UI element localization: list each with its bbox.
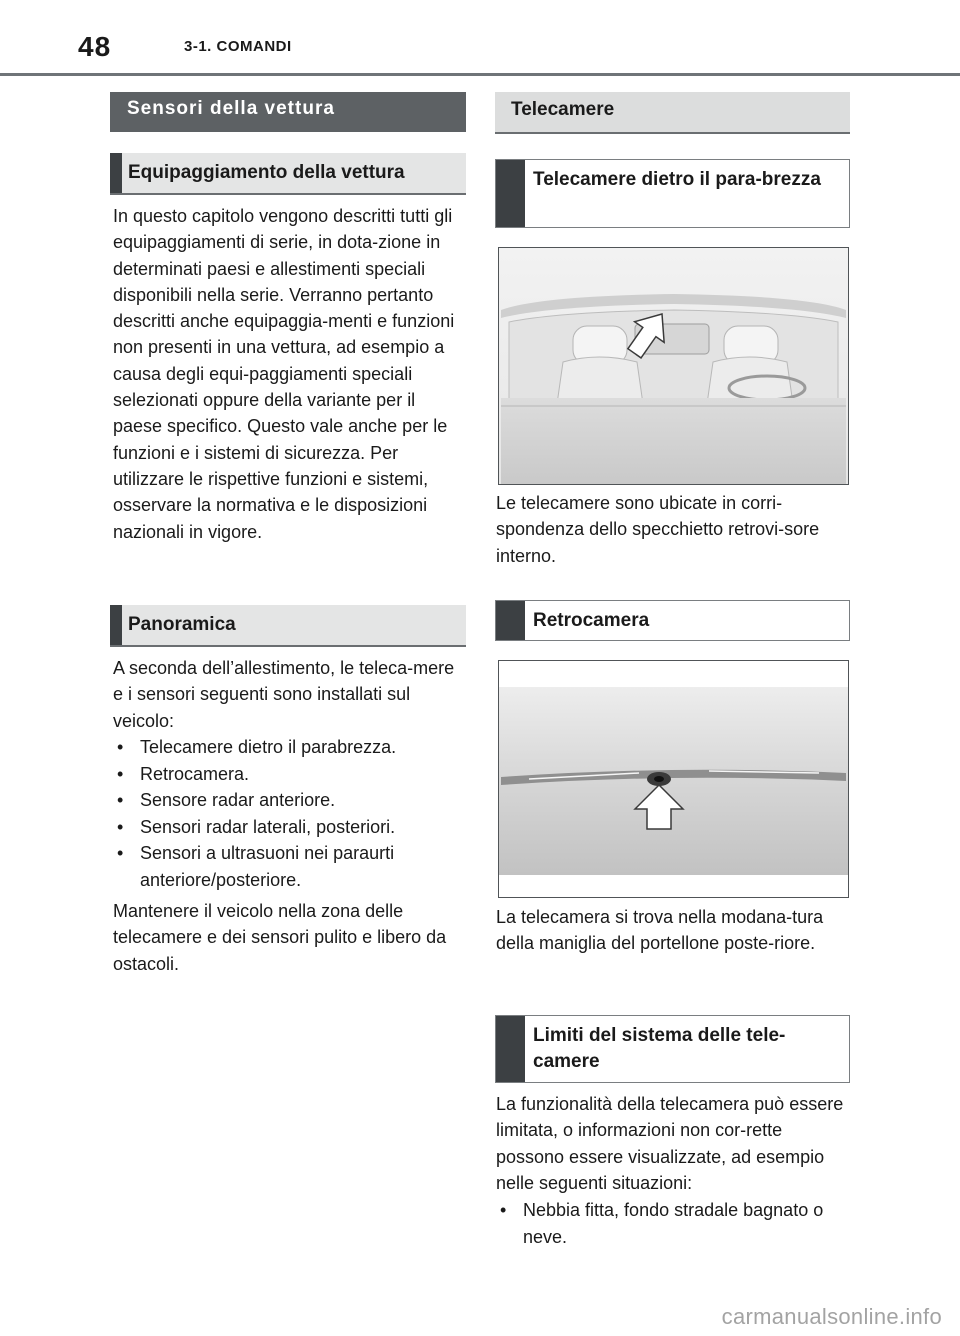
subheading-text: Limiti del sistema delle tele-camere <box>533 1025 786 1072</box>
list-item: • Sensore radar anteriore. <box>117 790 336 810</box>
subheading-bar <box>110 153 122 193</box>
subheading-text: Retrocamera <box>533 610 650 631</box>
subheading-panoramica <box>110 605 466 647</box>
sensor-list <box>113 734 465 893</box>
rear-camera-illustration <box>499 661 848 897</box>
page-header <box>0 0 960 76</box>
paragraph-panoramica-outro: Mantenere il veicolo nella zona delle telecamere e dei sensori pulito e libero da ostacoli. <box>113 901 447 974</box>
caption-rear-camera: La telecamera si trova nella modana-tura della maniglia del portellone poste-riore. <box>496 907 824 954</box>
subheading-text: Telecamere dietro il para-brezza <box>533 169 821 190</box>
subheading-limiti <box>495 1015 850 1083</box>
windshield-camera-figure <box>498 247 849 485</box>
paragraph-panoramica-intro: A seconda dell’allestimento, le teleca-mere e i sensori seguenti sono installati sul veicolo: <box>113 658 455 731</box>
section-heading-text: Telecamere <box>511 99 615 120</box>
section-heading-telecamere <box>495 92 850 134</box>
section-heading-text: Sensori della vettura <box>127 98 335 119</box>
subheading-bar <box>110 605 122 645</box>
subheading-bar <box>496 1016 525 1082</box>
limitations-list <box>496 1197 848 1250</box>
paragraph-limiti-intro: La funzionalità della telecamera può essere limitata, o informazioni non cor-rette possono essere visualizzate, ad esempio nelle seguenti situazioni: <box>496 1094 844 1193</box>
watermark: carmanualsonline.info <box>721 1304 942 1329</box>
subheading-telecamere-parabrezza <box>495 159 850 228</box>
list-item: • Telecamere dietro il parabrezza. <box>117 737 397 757</box>
subheading-text: Equipaggiamento della vettura <box>128 162 405 183</box>
paragraph-equipaggiamento: In questo capitolo vengono descritti tutti gli equipaggiamenti di serie, in dota-zione in determinati paesi e allestimenti speciali disponibili nella serie. Verranno pertanto descritti anche equipaggia-menti e funzioni non presenti in una vettura, ad esempio a causa degli equi-paggiamenti speciali selezionati oppure della variante per il paese specifico. Questo vale anche per le funzioni e i sistemi di sicurezza. Per utilizzare le rispettive funzioni e sistemi, osservare la normativa e le disposizioni nazionali in vigore. <box>113 206 455 542</box>
list-item: • Retrocamera. <box>117 763 250 784</box>
subheading-text: Panoramica <box>128 614 236 635</box>
page-number: 48 <box>78 31 112 62</box>
caption-windshield-camera: Le telecamere sono ubicate in corri-spondenza dello specchietto retrovi-sore interno. <box>496 493 820 566</box>
list-item: • Sensori radar laterali, posteriori. <box>117 816 396 837</box>
chapter-title: 3-1. COMANDI <box>184 38 292 55</box>
header-rule <box>0 73 960 76</box>
subheading-bar <box>496 160 525 227</box>
windshield-camera-illustration <box>499 248 848 484</box>
subheading-retrocamera <box>495 600 850 641</box>
section-heading-sensori <box>110 92 466 132</box>
rear-camera-figure <box>498 660 849 898</box>
list-item: • Nebbia fitta, fondo stradale bagnato o neve. <box>500 1200 824 1247</box>
subheading-bar <box>496 601 525 640</box>
list-item: • Sensori a ultrasuoni nei paraurti anteriore/posteriore. <box>117 843 395 890</box>
subheading-equipaggiamento <box>110 153 466 195</box>
